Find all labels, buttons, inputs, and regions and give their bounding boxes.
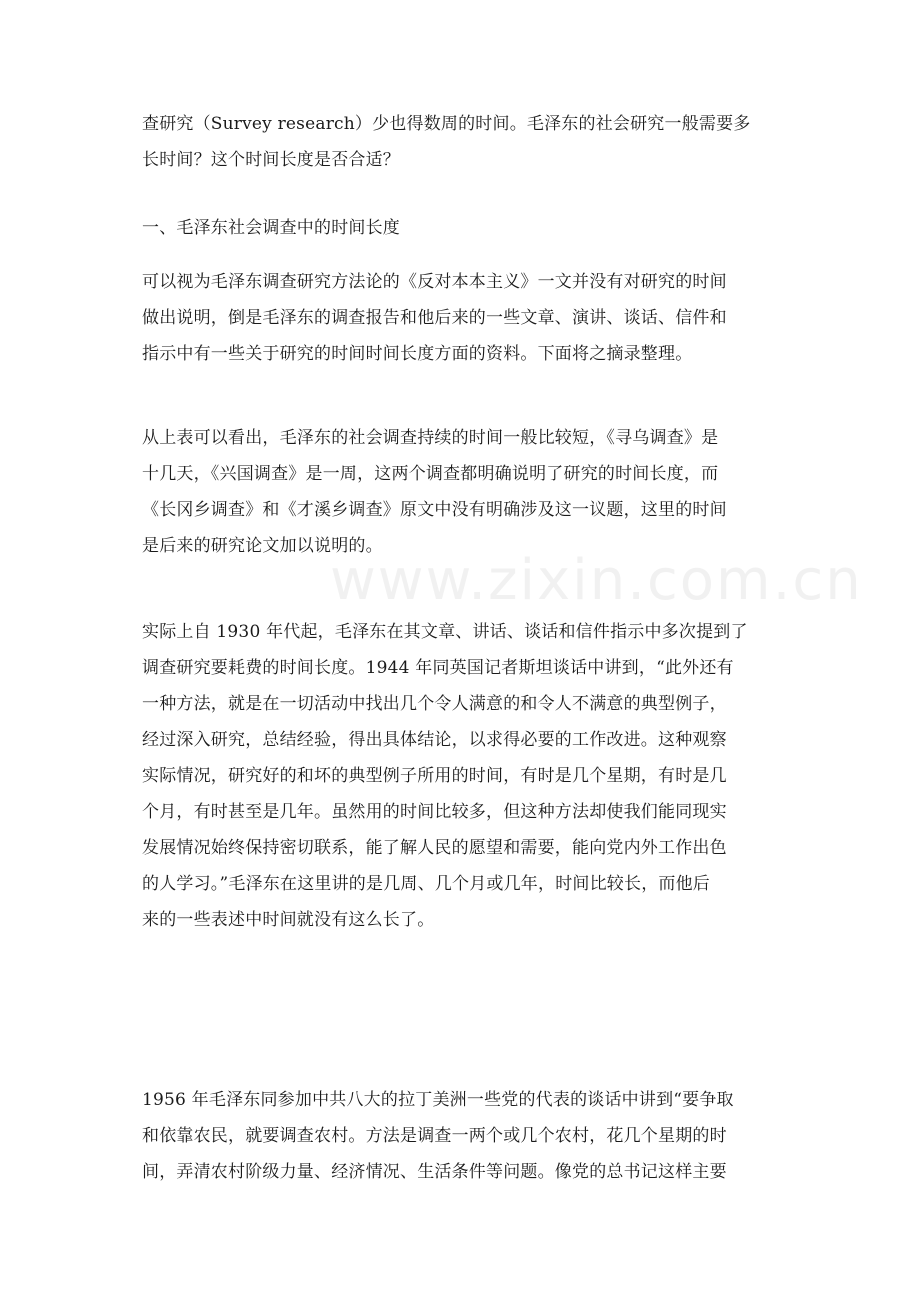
- text-line: 个月，有时甚至是几年。虽然用的时间比较多，但这种方法却使我们能同现实: [142, 802, 727, 822]
- text-line: 的人学习。”毛泽东在这里讲的是几周、几个月或几年，时间比较长，而他后: [142, 874, 710, 894]
- text-line: 1956 年毛泽东同参加中共八大的拉丁美洲一些党的代表的谈话中讲到“要争取: [142, 1090, 734, 1110]
- text-line: 经过深入研究，总结经验，得出具体结论，以求得必要的工作改进。这种观察: [142, 730, 727, 750]
- text-line: 指示中有一些关于研究的时间时间长度方面的资料。下面将之摘录整理。: [142, 344, 693, 364]
- watermark: www.zixin.com.cn: [330, 548, 863, 613]
- text-line: 可以视为毛泽东调查研究方法论的《反对本本主义》一文并没有对研究的时间: [142, 272, 727, 292]
- paragraph-intro-question: [142, 106, 774, 178]
- text-line: 间，弄清农村阶级力量、经济情况、生活条件等问题。像党的总书记这样主要: [142, 1162, 727, 1182]
- section-heading: [142, 210, 774, 246]
- text-line: 做出说明，倒是毛泽东的调查报告和他后来的一些文章、演讲、谈话、信件和: [142, 308, 727, 328]
- text-line: 《长冈乡调查》和《才溪乡调查》原文中没有明确涉及这一议题，这里的时间: [142, 500, 727, 520]
- paragraph-table-summary: [142, 420, 774, 564]
- paragraph-1930s: [142, 614, 774, 938]
- text-line: 发展情况始终保持密切联系，能了解人民的愿望和需要，能向党内外工作出色: [142, 838, 727, 858]
- text-line: 十几天，《兴国调查》是一周，这两个调查都明确说明了研究的时间长度，而: [142, 464, 719, 484]
- text-line: 一种方法，就是在一切活动中找出几个令人满意的和令人不满意的典型例子，: [142, 694, 727, 714]
- text-line: 是后来的研究论文加以说明的。: [142, 536, 383, 556]
- paragraph-1956: [142, 1082, 774, 1190]
- text-line: 实际情况，研究好的和坏的典型例子所用的时间，有时是几个星期，有时是几: [142, 766, 727, 786]
- text-line: 从上表可以看出，毛泽东的社会调查持续的时间一般比较短，《寻乌调查》是: [142, 428, 719, 448]
- paragraph-methodology: [142, 264, 774, 372]
- text-line: 长时间？这个时间长度是否合适？: [142, 150, 400, 170]
- text-line: 查研究（Survey research）少也得数周的时间。毛泽东的社会研究一般需要多: [142, 114, 751, 134]
- text-line: 来的一些表述中时间就没有这么长了。: [142, 910, 435, 930]
- text-line: 和依靠农民，就要调查农村。方法是调查一两个或几个农村，花几个星期的时: [142, 1126, 727, 1146]
- heading-text: 一、毛泽东社会调查中的时间长度: [142, 218, 400, 238]
- text-line: 调查研究要耗费的时间长度。1944 年同英国记者斯坦谈话中讲到，“此外还有: [142, 658, 734, 678]
- text-line: 实际上自 1930 年代起，毛泽东在其文章、讲话、谈话和信件指示中多次提到了: [142, 622, 748, 642]
